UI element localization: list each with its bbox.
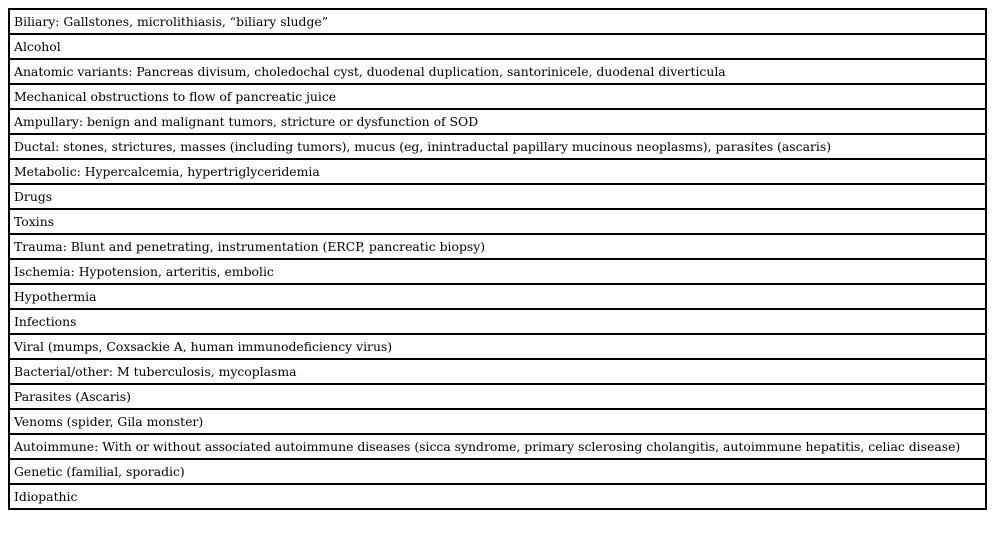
table-cell: Toxins [9,209,986,234]
table-row [9,9,986,34]
table-row [9,334,986,359]
table-cell: Ischemia: Hypotension, arteritis, embolic [9,259,986,284]
table-cell: Infections [9,309,986,334]
table-cell: Genetic (familial, sporadic) [9,459,986,484]
table-cell: Ductal: stones, strictures, masses (including tumors), mucus (eg, inintraductal papillary mucinous neoplasms), parasites (ascaris) [9,134,986,159]
table-row [9,459,986,484]
table-cell: Biliary: Gallstones, microlithiasis, “biliary sludge” [9,9,986,34]
table-cell: Idiopathic [9,484,986,509]
table-row [9,384,986,409]
table-cell: Ampullary: benign and malignant tumors, stricture or dysfunction of SOD [9,109,986,134]
table-row [9,409,986,434]
table-cell: Mechanical obstructions to flow of pancreatic juice [9,84,986,109]
table-row [9,59,986,84]
table-cell: Alcohol [9,34,986,59]
causes-table-container [8,8,987,510]
table-row [9,484,986,509]
table-row [9,209,986,234]
table-cell: Drugs [9,184,986,209]
table-cell: Trauma: Blunt and penetrating, instrumentation (ERCP, pancreatic biopsy) [9,234,986,259]
table-cell: Parasites (Ascaris) [9,384,986,409]
table-cell: Venoms (spider, Gila monster) [9,409,986,434]
table-row [9,84,986,109]
table-cell: Hypothermia [9,284,986,309]
table-cell: Bacterial/other: M tuberculosis, mycoplasma [9,359,986,384]
table-row [9,234,986,259]
table-body [9,9,986,509]
table-row [9,134,986,159]
causes-table [8,8,987,510]
table-cell: Metabolic: Hypercalcemia, hypertriglyceridemia [9,159,986,184]
table-row [9,359,986,384]
table-cell: Anatomic variants: Pancreas divisum, choledochal cyst, duodenal duplication, santorinicele, duodenal diverticula [9,59,986,84]
table-cell: Viral (mumps, Coxsackie A, human immunodeficiency virus) [9,334,986,359]
table-row [9,159,986,184]
table-row [9,259,986,284]
table-row [9,284,986,309]
table-row [9,184,986,209]
table-row [9,109,986,134]
table-row [9,309,986,334]
table-row [9,34,986,59]
table-cell: Autoimmune: With or without associated autoimmune diseases (sicca syndrome, primary sclerosing cholangitis, autoimmune hepatitis, celiac disease) [9,434,986,459]
table-row [9,434,986,459]
